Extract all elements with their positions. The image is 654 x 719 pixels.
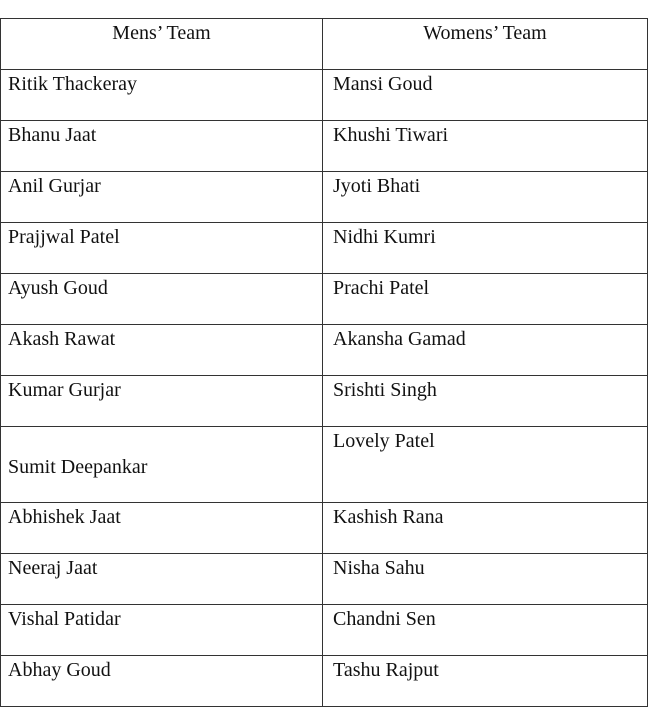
mens-team-cell: Kumar Gurjar [1, 376, 323, 427]
womens-team-cell: Chandni Sen [323, 605, 648, 656]
table-row [1, 427, 648, 503]
teams-table [0, 18, 648, 707]
header-row [1, 19, 648, 70]
mens-team-cell: Vishal Patidar [1, 605, 323, 656]
table-row [1, 121, 648, 172]
womens-team-cell: Srishti Singh [323, 376, 648, 427]
mens-team-cell: Bhanu Jaat [1, 121, 323, 172]
table-row [1, 274, 648, 325]
womens-team-cell: Nisha Sahu [323, 554, 648, 605]
header-mens-team: Mens’ Team [1, 19, 323, 70]
mens-team-cell: Anil Gurjar [1, 172, 323, 223]
table-row [1, 70, 648, 121]
table-row [1, 503, 648, 554]
mens-team-cell: Ritik Thackeray [1, 70, 323, 121]
womens-team-cell: Mansi Goud [323, 70, 648, 121]
womens-team-cell: Akansha Gamad [323, 325, 648, 376]
header-womens-team: Womens’ Team [323, 19, 648, 70]
table-row [1, 223, 648, 274]
womens-team-cell: Tashu Rajput [323, 656, 648, 707]
table-row [1, 376, 648, 427]
womens-team-cell: Khushi Tiwari [323, 121, 648, 172]
table-row [1, 656, 648, 707]
table-row [1, 325, 648, 376]
mens-team-cell: Sumit Deepankar [1, 427, 323, 503]
table-row [1, 554, 648, 605]
mens-team-cell: Abhay Goud [1, 656, 323, 707]
mens-team-cell: Akash Rawat [1, 325, 323, 376]
mens-team-cell: Ayush Goud [1, 274, 323, 325]
womens-team-cell: Lovely Patel [323, 427, 648, 503]
table-row [1, 172, 648, 223]
womens-team-cell: Jyoti Bhati [323, 172, 648, 223]
mens-team-cell: Abhishek Jaat [1, 503, 323, 554]
womens-team-cell: Nidhi Kumri [323, 223, 648, 274]
mens-team-cell: Neeraj Jaat [1, 554, 323, 605]
womens-team-cell: Kashish Rana [323, 503, 648, 554]
table-row [1, 605, 648, 656]
mens-team-cell: Prajjwal Patel [1, 223, 323, 274]
womens-team-cell: Prachi Patel [323, 274, 648, 325]
